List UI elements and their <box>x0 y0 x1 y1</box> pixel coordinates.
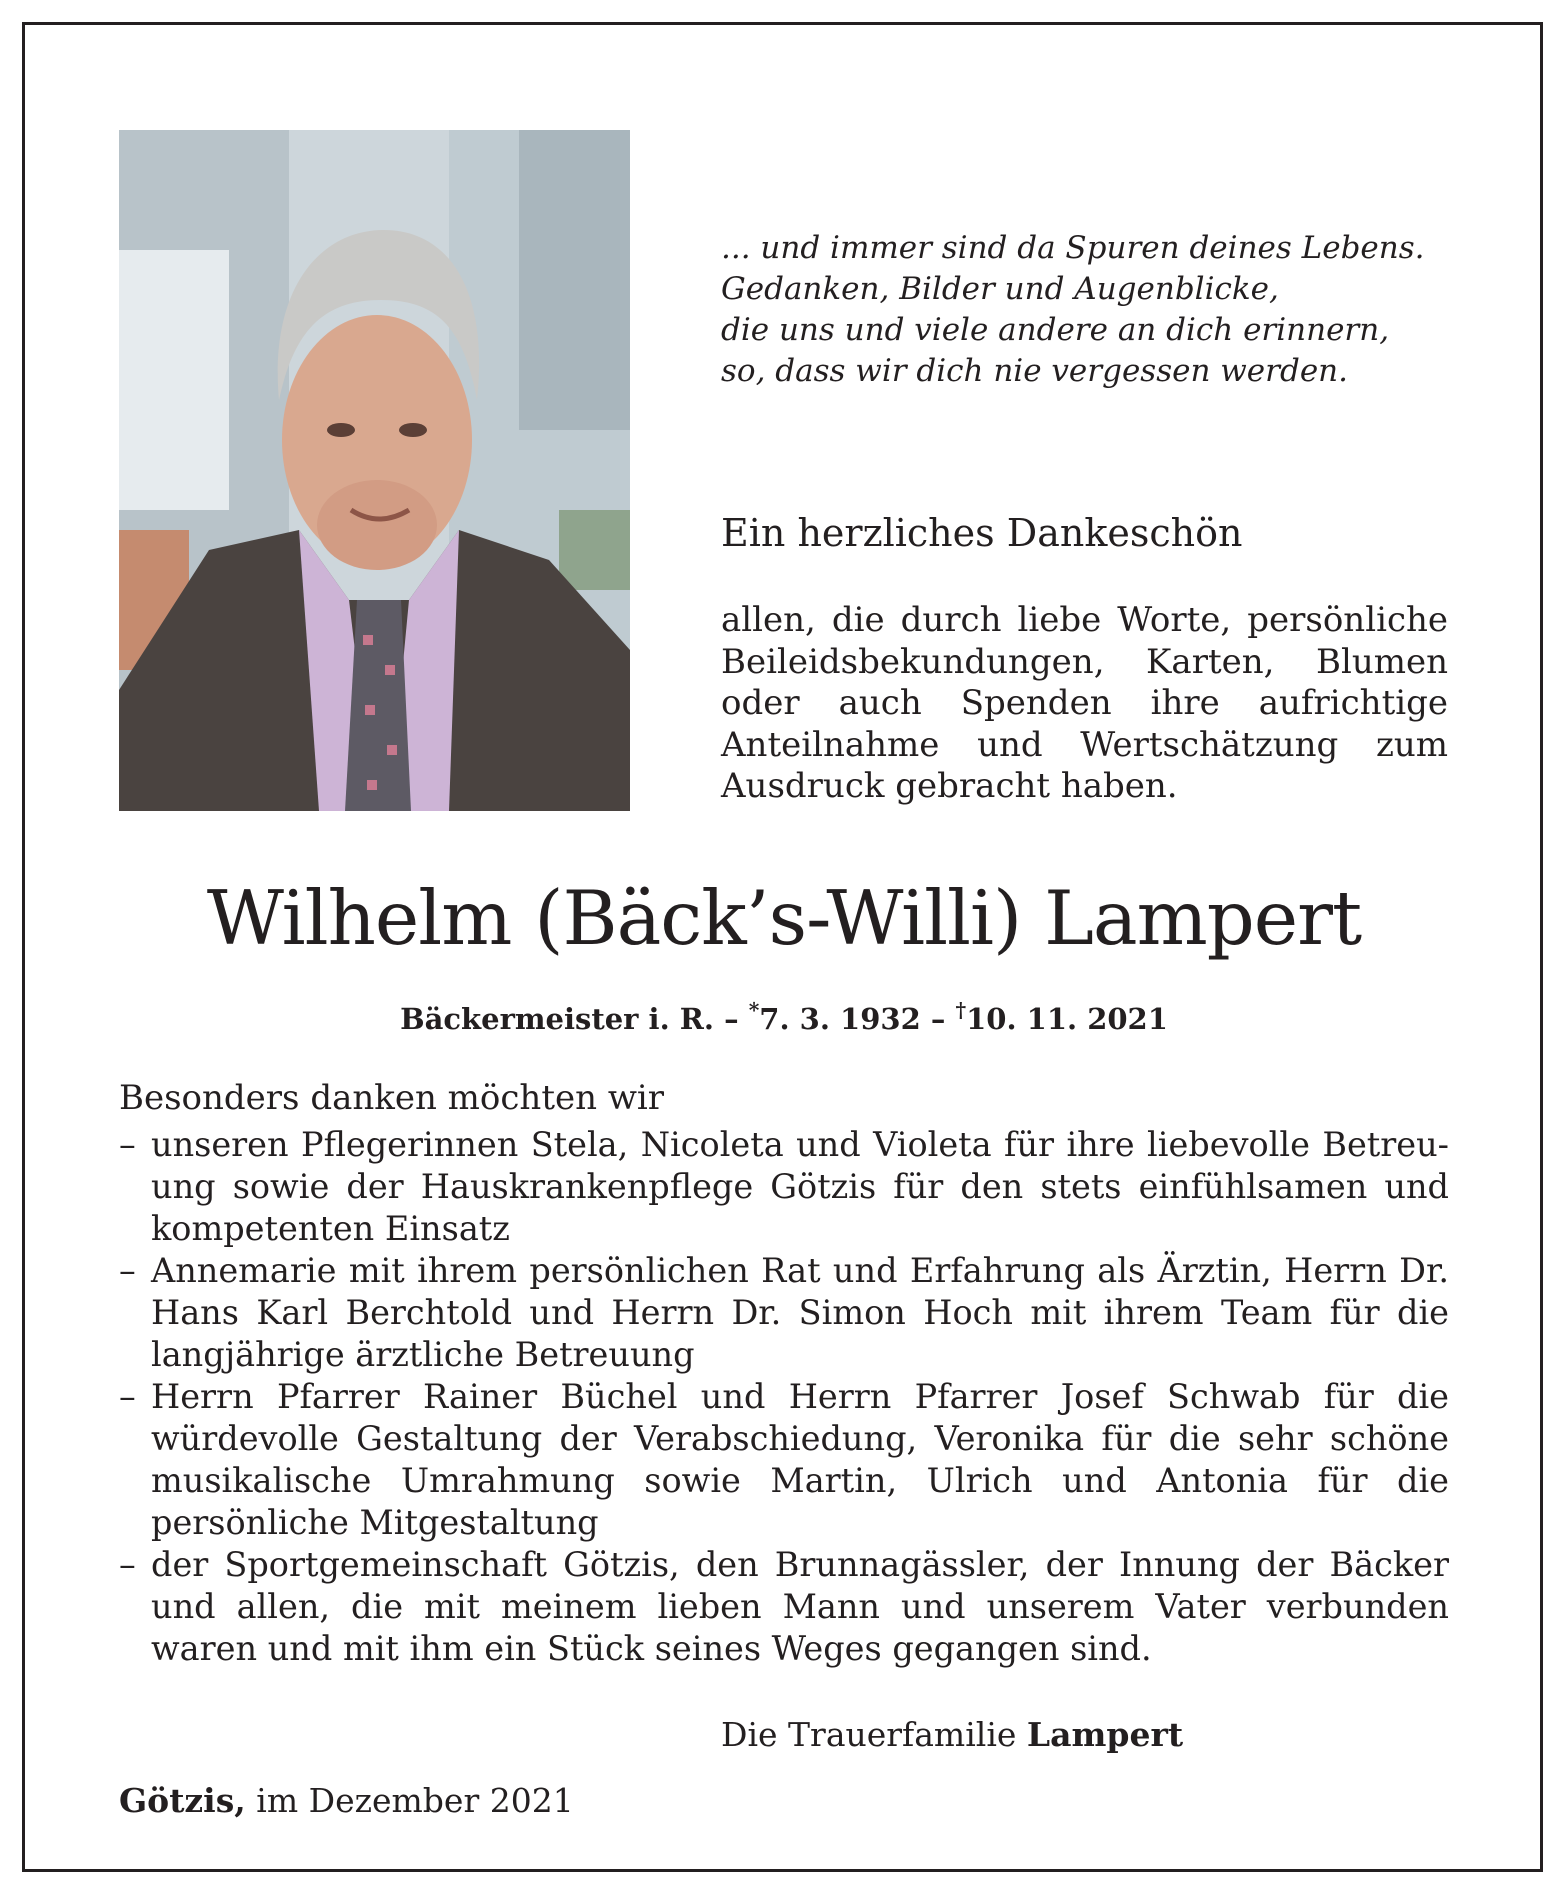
thanks-heading: Ein herzliches Dankeschön <box>721 511 1243 555</box>
list-item <box>119 1376 1449 1544</box>
poem-line: so, dass wir dich nie vergessen werden. <box>721 353 1348 389</box>
thanks-text: allen, die durch liebe Worte, persönliche Beileidsbekundungen, Karten, Blumen oder auch Spenden ihre aufrichtige Anteilnahme und Wertschätzung zum Ausdruck gebracht haben. <box>721 600 1448 806</box>
list-item <box>119 1124 1449 1250</box>
list-item-text: Annemarie mit ihrem persönlichen Rat und Erfahrung als Ärztin, Herrn Dr. Hans Karl Berchtold und Herrn Dr. Simon Hoch mit ihrem Team für die langjährige ärztliche Betreuung <box>151 1251 1449 1374</box>
birth-date: 7. 3. 1932 <box>759 1002 921 1037</box>
death-symbol: † <box>955 998 967 1022</box>
list-item-text: Herrn Pfarrer Rainer Büchel und Herrn Pfarrer Josef Schwab für die würdevolle Gestaltung der Verabschiedung, Veronika für die sehr schöne musikalische Umrahmung sowie Martin, Ulrich und Antonia für die persönliche Mitgestaltung <box>151 1377 1449 1542</box>
date-text: im Dezember 2021 <box>256 1781 574 1820</box>
place-date-line <box>119 1779 574 1823</box>
portrait-photo <box>119 130 630 811</box>
death-date: 10. 11. 2021 <box>966 1002 1168 1037</box>
list-item-text: unseren Pflegerinnen Stela, Nicoleta und Violeta für ihre liebevolle Betreuung sowie der Hauskrankenpflege Götzis für den stets einfühlsamen und kompetenten Einsatz <box>151 1125 1449 1248</box>
list-item <box>119 1544 1449 1670</box>
profession: Bäckermeister i. R. <box>400 1002 714 1037</box>
dash-bullet: – <box>119 1251 136 1290</box>
list-item <box>119 1250 1449 1376</box>
special-thanks-intro: Besonders danken möchten wir <box>119 1078 665 1118</box>
birth-symbol: * <box>748 998 760 1022</box>
deceased-name: Wilhelm (Bäck’s-Willi) Lampert <box>206 874 1362 962</box>
dash-bullet: – <box>119 1377 136 1416</box>
poem-line: ... und immer sind da Spuren deines Lebens. <box>721 230 1425 266</box>
signature-prefix: Die Trauerfamilie <box>721 1715 1017 1754</box>
separator: – <box>930 1002 946 1037</box>
family-name: Lampert <box>1026 1715 1184 1754</box>
family-signature <box>721 1713 1183 1757</box>
separator: – <box>724 1002 739 1037</box>
poem-line: Gedanken, Bilder und Augenblicke, <box>721 271 1279 307</box>
special-thanks-list <box>119 1124 1449 1670</box>
town-name: Götzis, <box>119 1781 246 1820</box>
dash-bullet: – <box>119 1125 136 1164</box>
life-dates-line <box>119 990 1449 1039</box>
dash-bullet: – <box>119 1545 136 1584</box>
poem-line: die uns und viele andere an dich erinnern, <box>721 312 1390 348</box>
list-item-text: der Sportgemeinschaft Götzis, den Brunnagässler, der Innung der Bäcker und allen, die mit meinem lieben Mann und unserem Vater verbunden waren und mit ihm ein Stück seines Weges gegangen sind. <box>151 1545 1449 1668</box>
memorial-poem <box>721 228 1481 392</box>
